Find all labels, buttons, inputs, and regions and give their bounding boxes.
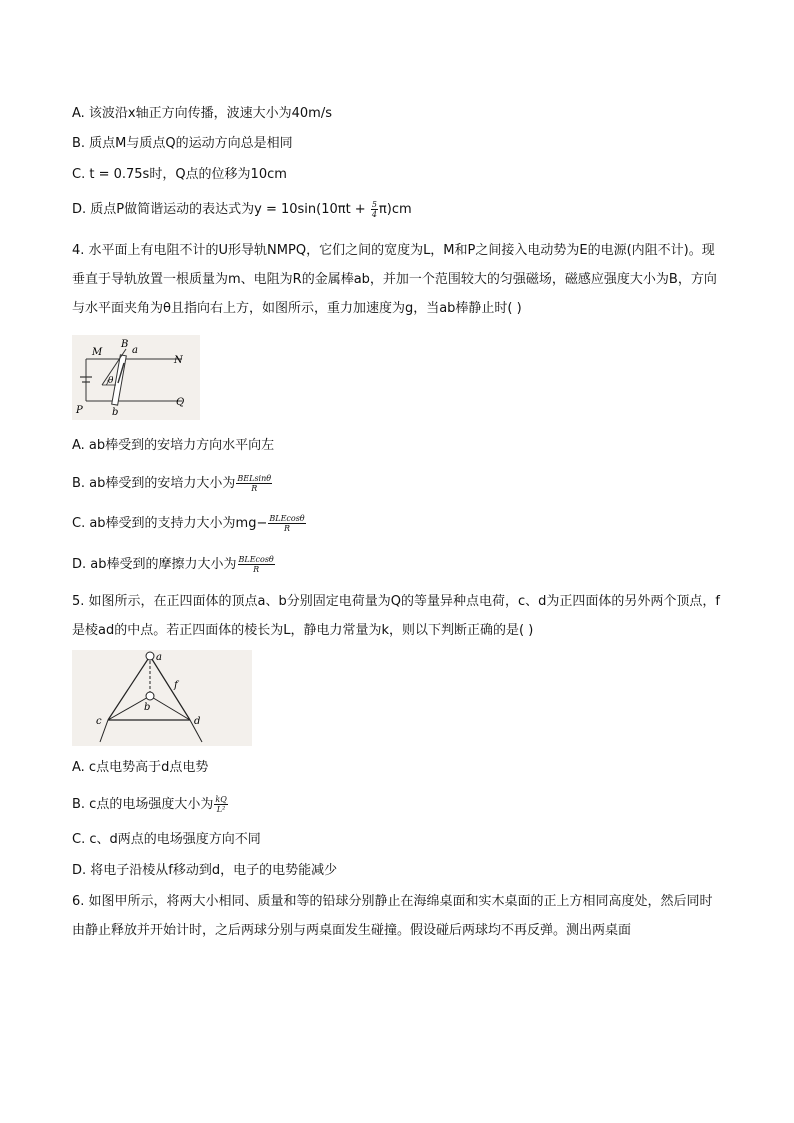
q3-option-b: B. 质点M与质点Q的运动方向总是相同 [72, 136, 293, 151]
q4-option-c-fraction [268, 514, 305, 533]
label-p: P [76, 405, 83, 416]
q5-option-c: C. c、d两点的电场强度方向不同 [72, 832, 261, 847]
label-m: M [92, 347, 103, 358]
q4-option-a: A. ab棒受到的安培力方向水平向左 [72, 438, 275, 453]
label-a: a [132, 345, 138, 356]
q5-stem: 5. 如图所示，在正四面体的顶点a、b分别固定电荷量为Q的等量异种点电荷，c、d为正四面体的另外两个顶点，f是棱ad的中点。若正四面体的棱长为L，静电力常量为k，则以下判断正确的是( ) [72, 594, 720, 638]
q4-option-b-fraction [236, 474, 272, 493]
q4-figure-svg [72, 335, 200, 420]
q4-option-d-fraction [238, 555, 275, 574]
label-theta: θ [108, 376, 114, 386]
q5-figure-svg [72, 650, 252, 746]
label-f: f [174, 680, 178, 691]
q5-option-b-denominator: L² [216, 805, 226, 814]
charge-b [146, 692, 154, 700]
q5-option-a: A. c点电势高于d点电势 [72, 760, 209, 775]
q5-option-b-prefix: B. c点的电场强度大小为 [72, 797, 214, 812]
q5-option-b-numerator: kQ [215, 795, 227, 804]
q3-option-d-denominator: 4 [371, 210, 377, 219]
q4-option-d-numerator: BLEcosθ [238, 555, 274, 564]
q4-option-d-denominator: R [253, 565, 260, 574]
q3-option-d [72, 200, 412, 219]
charge-a [146, 652, 154, 660]
label-vertex-b: b [144, 702, 151, 713]
q4-option-c-numerator: BLEcosθ [269, 514, 305, 523]
q4-figure [72, 335, 200, 420]
label-vertex-d: d [194, 716, 201, 727]
edge-ad [150, 656, 190, 720]
q5-option-b [72, 795, 229, 814]
edge-db [150, 696, 190, 720]
q5-option-d: D. 将电子沿棱从f移动到d，电子的电势能减少 [72, 863, 338, 878]
q5-option-b-fraction [214, 795, 227, 814]
q4-stem: 4. 水平面上有电阻不计的U形导轨NMPQ，它们之间的宽度为L，M和P之间接入电动势为E的电源(内阻不计)。现垂直于导轨放置一根质量为m、电阻为R的金属棒ab，并加一个范围较大的匀强磁场，磁感应强度大小为B，方向与水平面夹角为θ且指向右上方，如图所示，重力加速度为g，当ab棒静止时( ) [72, 243, 717, 316]
q3-option-c: C. t = 0.75s时，Q点的位移为10cm [72, 167, 287, 182]
q5-figure [72, 650, 252, 746]
label-b-end: b [112, 407, 119, 418]
q3-option-d-suffix: π)cm [378, 202, 412, 217]
q3-option-d-numerator: 5 [371, 200, 377, 209]
q3-option-a: A. 该波沿x轴正方向传播，波速大小为40m/s [72, 106, 332, 121]
q3-option-d-prefix: D. 质点P做简谐运动的表达式为y = 10sin(10πt + [72, 202, 370, 217]
q4-option-c-denominator: R [283, 524, 291, 533]
q4-option-b-prefix: B. ab棒受到的安培力大小为 [72, 476, 236, 491]
q3-option-d-fraction [371, 200, 378, 219]
label-vertex-c: c [96, 716, 102, 727]
q4-option-d-prefix: D. ab棒受到的摩擦力大小为 [72, 557, 237, 572]
q4-option-c [72, 514, 307, 533]
q4-option-d [72, 555, 276, 574]
label-vertex-a: a [156, 652, 162, 663]
q4-option-b-numerator: BELsinθ [237, 474, 272, 483]
q4-option-c-prefix: C. ab棒受到的支持力大小为mg− [72, 516, 268, 531]
label-n: N [174, 355, 183, 366]
label-b-field: B [121, 339, 129, 350]
q4-option-b [72, 474, 273, 493]
q6-stem: 6. 如图甲所示，将两大小相同、质量和等的铅球分别静止在海绵桌面和实木桌面的正上方相同高度处，然后同时由静止释放并开始计时，之后两球分别与两桌面发生碰撞。假设碰后两球均不再反弹。测出两桌面 [72, 894, 713, 938]
label-q: Q [176, 397, 185, 408]
q4-option-b-denominator: R [251, 484, 258, 493]
